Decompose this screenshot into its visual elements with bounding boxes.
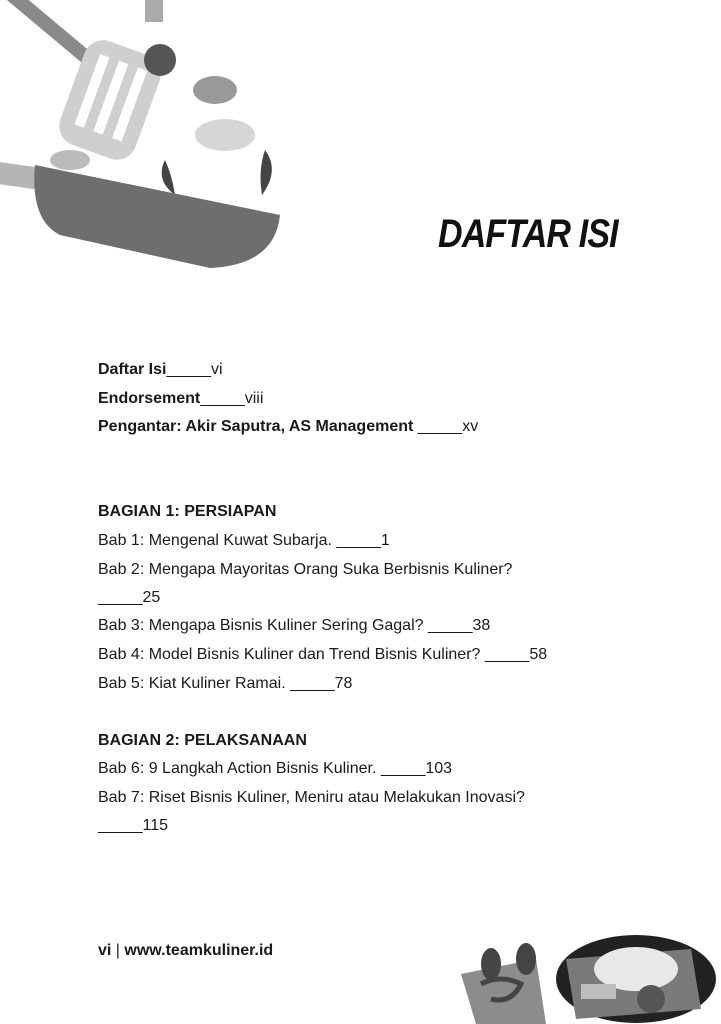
toc-entry: Pengantar: Akir Saputra, AS Management _____xv	[98, 418, 479, 435]
toc-entry: _____115	[98, 817, 168, 834]
toc-entry: Bab 7: Riset Bisnis Kuliner, Meniru atau Melakukan Inovasi?	[98, 789, 525, 806]
toc-entry: _____25	[98, 589, 161, 606]
toc-entry: Bab 1: Mengenal Kuwat Subarja. _____1	[98, 532, 390, 549]
toc-entry: Bab 2: Mengapa Mayoritas Orang Suka Berbisnis Kuliner?	[98, 561, 513, 578]
page-footer: vi | www.teamkuliner.id	[98, 942, 274, 959]
toc-entry: Endorsement_____viii	[98, 390, 264, 407]
cooking-pan-illustration	[0, 0, 300, 280]
toc-entry: Bab 4: Model Bisnis Kuliner dan Trend Bisnis Kuliner? _____58	[98, 646, 548, 663]
toc-entry: Bab 3: Mengapa Bisnis Kuliner Sering Gagal? _____38	[98, 617, 491, 634]
page-title: DAFTAR ISI	[438, 212, 618, 256]
section-heading: BAGIAN 1: PERSIAPAN	[98, 503, 277, 520]
food-illustration	[451, 924, 721, 1024]
toc-entry: Bab 6: 9 Langkah Action Bisnis Kuliner. _____103	[98, 760, 453, 777]
section-heading: BAGIAN 2: PELAKSANAAN	[98, 732, 307, 749]
toc-entry: Daftar Isi_____vi	[98, 361, 223, 378]
toc-entry: Bab 5: Kiat Kuliner Ramai. _____78	[98, 675, 353, 692]
